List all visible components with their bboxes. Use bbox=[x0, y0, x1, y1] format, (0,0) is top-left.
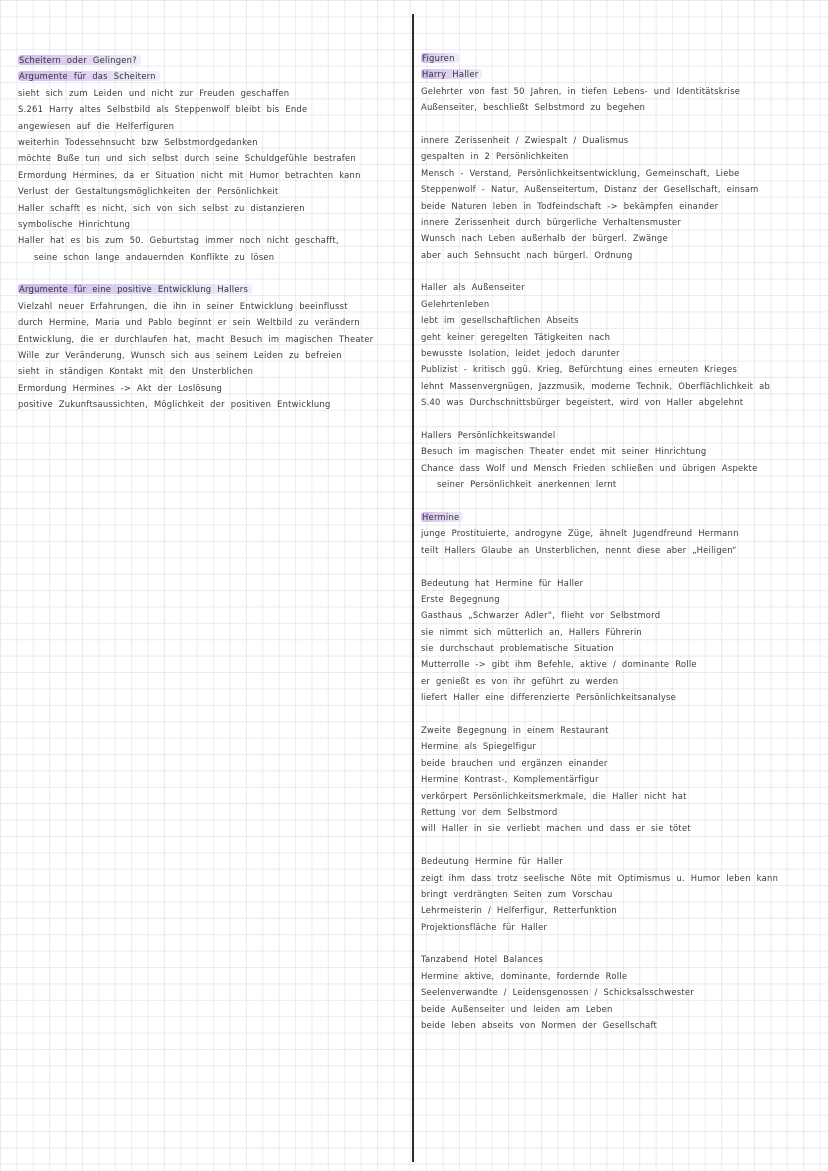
note-line: aber auch Sehnsucht nach bürgerl. Ordnung bbox=[421, 249, 633, 260]
heading-argumente-positive-entwicklung: Argumente für eine positive Entwicklung Hallers bbox=[18, 281, 406, 297]
note-line: Erste Begegnung bbox=[421, 593, 500, 604]
heading-zweite-begegnung: Zweite Begegnung in einem Restaurant bbox=[421, 725, 609, 736]
note-line: Steppenwolf - Natur, Außenseitertum, Distanz der Gesellschaft, einsam bbox=[421, 184, 759, 195]
note-line: beide Außenseiter und leiden am Leben bbox=[421, 1003, 613, 1014]
note-line: Entwicklung, die er durchlaufen hat, macht Besuch im magischen Theater bbox=[18, 333, 374, 344]
note-line: Hermine als Spiegelfigur bbox=[421, 741, 537, 752]
page-divider-line bbox=[412, 14, 414, 1162]
note-line: gespalten in 2 Persönlichkeiten bbox=[421, 151, 569, 162]
note-line: Wille zur Veränderung, Wunsch sich aus seinem Leiden zu befreien bbox=[18, 350, 342, 361]
heading-hermine: Hermine bbox=[421, 509, 821, 525]
note-line: Publizist - kritisch ggü. Krieg, Befürchtung eines erneuten Krieges bbox=[421, 364, 738, 375]
note-line: sieht in ständigen Kontakt mit den Unsterblichen bbox=[18, 366, 254, 377]
heading-haller-aussenseiter: Haller als Außenseiter bbox=[421, 282, 525, 293]
note-line: Besuch im magischen Theater endet mit seiner Hinrichtung bbox=[421, 446, 707, 457]
note-line: Gasthaus „Schwarzer Adler“, flieht vor Selbstmord bbox=[421, 610, 661, 621]
note-line: Mutterrolle -> gibt ihm Befehle, aktive / dominante Rolle bbox=[421, 659, 697, 670]
note-line: lebt im gesellschaftlichen Abseits bbox=[421, 315, 579, 326]
heading-tanzabend: Tanzabend Hotel Balances bbox=[421, 954, 544, 965]
note-line: sieht sich zum Leiden und nicht zur Freuden geschaffen bbox=[18, 87, 290, 98]
note-line: teilt Hallers Glaube an Unsterblichen, nennt diese aber „Heiligen“ bbox=[421, 544, 737, 555]
note-line: Wunsch nach Leben außerhalb der bürgerl. Zwänge bbox=[421, 233, 668, 244]
note-line: Projektionsfläche für Haller bbox=[421, 921, 548, 932]
note-line: Verlust der Gestaltungsmöglichkeiten der Persönlichkeit bbox=[18, 186, 279, 197]
note-line: bewusste Isolation, leidet jedoch darunter bbox=[421, 348, 620, 359]
heading-harry-haller: Harry Haller bbox=[421, 66, 821, 82]
note-line: S.40 was Durchschnittsbürger begeistert, wird von Haller abgelehnt bbox=[421, 397, 744, 408]
note-line: S.261 Harry altes Selbstbild als Steppenwolf bleibt bis Ende bbox=[18, 104, 308, 115]
note-line: seine schon lange andauernden Konflikte zu lösen bbox=[34, 251, 275, 262]
note-line: Ermordung Hermines, da er Situation nicht mit Humor betrachten kann bbox=[18, 169, 361, 180]
heading-bedeutung-hermine: Bedeutung hat Hermine für Haller bbox=[421, 577, 584, 588]
note-line: Vielzahl neuer Erfahrungen, die ihn in seiner Entwicklung beeinflusst bbox=[18, 300, 348, 311]
note-line: Außenseiter, beschließt Selbstmord zu begehen bbox=[421, 102, 646, 113]
note-line: angewiesen auf die Helferfiguren bbox=[18, 120, 175, 131]
note-line: sie nimmt sich mütterlich an, Hallers Führerin bbox=[421, 626, 642, 637]
note-line: geht keiner geregelten Tätigkeiten nach bbox=[421, 331, 611, 342]
note-line: Hermine aktive, dominante, fordernde Rolle bbox=[421, 970, 628, 981]
note-line: Mensch - Verstand, Persönlichkeitsentwicklung, Gemeinschaft, Liebe bbox=[421, 167, 740, 178]
note-line: innere Zerissenheit durch bürgerliche Verhaltensmuster bbox=[421, 216, 682, 227]
note-line: Chance dass Wolf und Mensch Frieden schließen und übrigen Aspekte bbox=[421, 462, 758, 473]
heading-argumente-scheitern: Argumente für das Scheitern bbox=[18, 68, 406, 84]
note-line: innere Zerissenheit / Zwiespalt / Dualismus bbox=[421, 134, 629, 145]
note-line: will Haller in sie verliebt machen und dass er sie tötet bbox=[421, 823, 691, 834]
heading-persoenlichkeitswandel: Hallers Persönlichkeitswandel bbox=[421, 429, 556, 440]
note-line: Ermordung Hermines -> Akt der Loslösung bbox=[18, 382, 223, 393]
note-line: positive Zukunftsaussichten, Möglichkeit der positiven Entwicklung bbox=[18, 399, 331, 410]
note-line: beide Naturen leben in Todfeindschaft -> bekämpfen einander bbox=[421, 200, 719, 211]
note-line: Hermine Kontrast-, Komplementärfigur bbox=[421, 774, 599, 785]
right-column bbox=[421, 50, 821, 1033]
note-line: beide leben abseits von Normen der Gesellschaft bbox=[421, 1020, 658, 1031]
note-line: symbolische Hinrichtung bbox=[18, 218, 131, 229]
note-line: Haller schafft es nicht, sich von sich selbst zu distanzieren bbox=[18, 202, 305, 213]
note-line: er genießt es von ihr geführt zu werden bbox=[421, 675, 619, 686]
note-line: Rettung vor dem Selbstmord bbox=[421, 806, 558, 817]
note-line: liefert Haller eine differenzierte Persönlichkeitsanalyse bbox=[421, 692, 677, 703]
note-line: bringt verdrängten Seiten zum Vorschau bbox=[421, 888, 613, 899]
note-line: möchte Buße tun und sich selbst durch seine Schuldgefühle bestrafen bbox=[18, 153, 356, 164]
note-line: junge Prostituierte, androgyne Züge, ähnelt Jugendfreund Hermann bbox=[421, 528, 739, 539]
note-line: Seelenverwandte / Leidensgenossen / Schicksalsschwester bbox=[421, 987, 694, 998]
note-line: sie durchschaut problematische Situation bbox=[421, 643, 614, 654]
note-line: verkörpert Persönlichkeitsmerkmale, die Haller nicht hat bbox=[421, 790, 687, 801]
heading-scheitern-oder-gelingen: Scheitern oder Gelingen? bbox=[18, 52, 406, 68]
note-line: zeigt ihm dass trotz seelische Nöte mit Optimismus u. Humor leben kann bbox=[421, 872, 779, 883]
note-line: lehnt Massenvergnügen, Jazzmusik, moderne Technik, Oberflächlichkeit ab bbox=[421, 380, 771, 391]
note-line: Haller hat es bis zum 50. Geburtstag immer noch nicht geschafft, bbox=[18, 235, 339, 246]
note-line: durch Hermine, Maria und Pablo beginnt er sein Weltbild zu verändern bbox=[18, 317, 360, 328]
note-line: seiner Persönlichkeit anerkennen lernt bbox=[437, 479, 617, 490]
left-column bbox=[18, 52, 406, 413]
heading-bedeutung-hermine-fuer-haller: Bedeutung Hermine für Haller bbox=[421, 856, 563, 867]
heading-figuren: Figuren bbox=[421, 50, 821, 66]
note-line: Lehrmeisterin / Helferfigur, Retterfunktion bbox=[421, 905, 617, 916]
note-line: Gelehrtenleben bbox=[421, 298, 490, 309]
note-line: Gelehrter von fast 50 Jahren, in tiefen Lebens- und Identitätskrise bbox=[421, 85, 741, 96]
note-line: weiterhin Todessehnsucht bzw Selbstmordgedanken bbox=[18, 136, 258, 147]
note-line: beide brauchen und ergänzen einander bbox=[421, 757, 608, 768]
